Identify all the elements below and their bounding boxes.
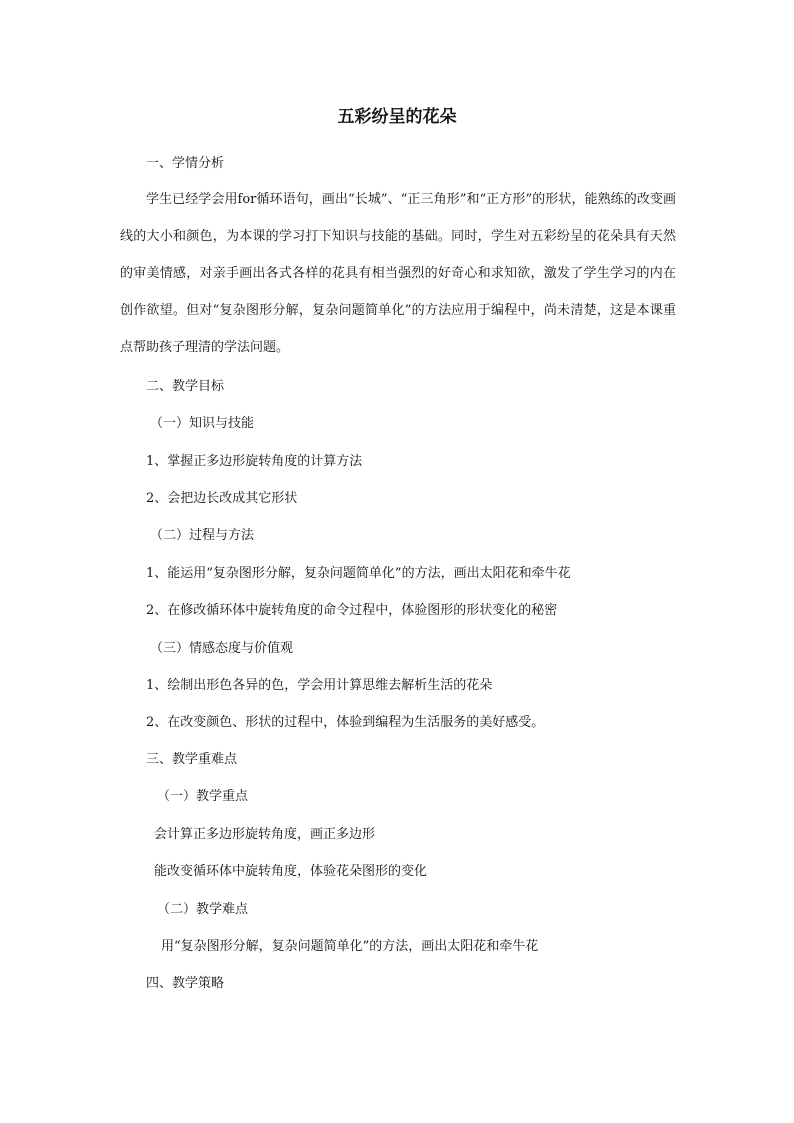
list-item: 会计算正多边形旋转角度，画正多边形 <box>154 827 376 842</box>
list-item: 用“复杂图形分解，复杂问题简单化”的方法，画出太阳花和牵牛花 <box>161 939 539 954</box>
list-item: 能改变循环体中旋转角度，体验花朵图形的变化 <box>154 864 428 879</box>
subsection-heading-difficult-points: （二）教学难点 <box>157 902 249 917</box>
list-item: 2、在改变颜色、形状的过程中，体验到编程为生活服务的美好感受。 <box>146 715 545 730</box>
section-heading-teaching-strategies: 四、教学策略 <box>146 976 225 991</box>
list-item: 1、掌握正多边形旋转角度的计算方法 <box>146 454 363 469</box>
subsection-heading-process-methods: （二）过程与方法 <box>150 528 255 543</box>
section-heading-learner-analysis: 一、学情分析 <box>146 156 225 171</box>
subsection-heading-knowledge-skills: （一）知识与技能 <box>150 416 255 431</box>
subsection-heading-emotion-values: （三）情感态度与价值观 <box>150 641 294 656</box>
document-title: 五彩纷呈的花朵 <box>337 107 457 127</box>
learner-analysis-paragraph: 学生已经学会用for循环语句，画出“长城”、“正三角形”和“正方形”的形状，能熟练的改变画线的大小和颜色，为本课的学习打下知识与技能的基础。同时，学生对五彩纷呈的花朵具有天然的审美情感，对亲手画出各式各样的花具有相当强烈的好奇心和求知欲，激发了学生学习的内在创作欲望。但对“复杂图形分解，复杂问题简单化”的方法应用于编程中，尚未清楚，这是本课重点帮助孩子理清的学法问题。 <box>120 192 676 355</box>
subsection-heading-key-points: （一）教学重点 <box>157 789 249 804</box>
list-item: 1、能运用“复杂图形分解，复杂问题简单化”的方法，画出太阳花和牵牛花 <box>146 566 571 581</box>
list-item: 1、绘制出形色各异的色，学会用计算思维去解析生活的花朵 <box>146 678 493 693</box>
list-item: 2、在修改循环体中旋转角度的命令过程中，体验图形的形状变化的秘密 <box>146 603 558 618</box>
section-heading-teaching-objectives: 二、教学目标 <box>146 379 225 394</box>
section-heading-key-difficulties: 三、教学重难点 <box>146 752 238 767</box>
list-item: 2、会把边长改成其它形状 <box>146 491 298 506</box>
